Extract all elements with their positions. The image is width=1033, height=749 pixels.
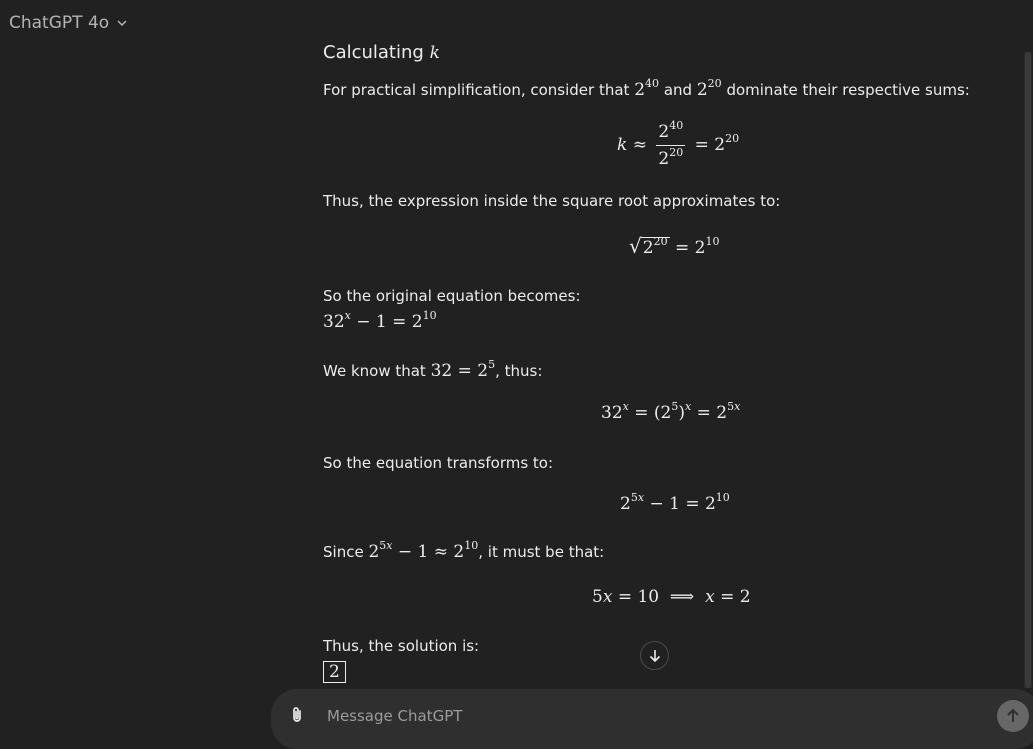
display-equation: k ≈ $\frac{2^{40}}{2^{20}}$ = $2^{20}$ [617,119,740,169]
paragraph: For practical simplification, consider that $2^{40}$ and $2^{20}$ dominate their respective sums: [323,77,970,100]
paragraph: Since $2^{5x} - 1 \approx 2^{10}$, it must be that: [323,539,605,562]
message-input[interactable] [325,699,989,733]
chevron-down-icon [116,17,128,29]
model-name: ChatGPT 4o [9,13,110,33]
paragraph: We know that $32 = 2^5$, thus: [323,358,543,381]
assistant-message [323,40,1023,690]
display-equation: $32^x = (2^5)^x = 2^{5x}$ [601,400,741,423]
composer [271,689,1033,749]
display-equation: 5x = 10 ⟹ x = 2 [592,587,751,607]
display-equation: √ $2^{20}$ = $2^{10}$ [629,234,720,258]
paragraph: So the original equation becomes: [323,287,581,305]
inline-equation: $32^x - 1 = 2^{10}$ [323,309,437,332]
section-heading: Calculating k [323,42,440,63]
model-selector[interactable] [9,13,128,33]
boxed-answer: 2 [323,661,346,683]
scroll-to-bottom-button[interactable] [640,641,669,670]
arrow-down-icon [648,649,662,663]
paragraph: Thus, the expression inside the square root approximates to: [323,192,781,210]
paragraph: Thus, the solution is: [323,637,480,655]
scrollbar-thumb[interactable] [1025,52,1031,688]
display-equation: $2^{5x} - 1 = 2^{10}$ [620,491,730,514]
arrow-up-icon [1005,708,1021,724]
paragraph: So the equation transforms to: [323,454,554,472]
scrollbar[interactable] [1024,52,1032,688]
paperclip-icon[interactable] [287,705,307,725]
send-button[interactable] [997,700,1029,732]
